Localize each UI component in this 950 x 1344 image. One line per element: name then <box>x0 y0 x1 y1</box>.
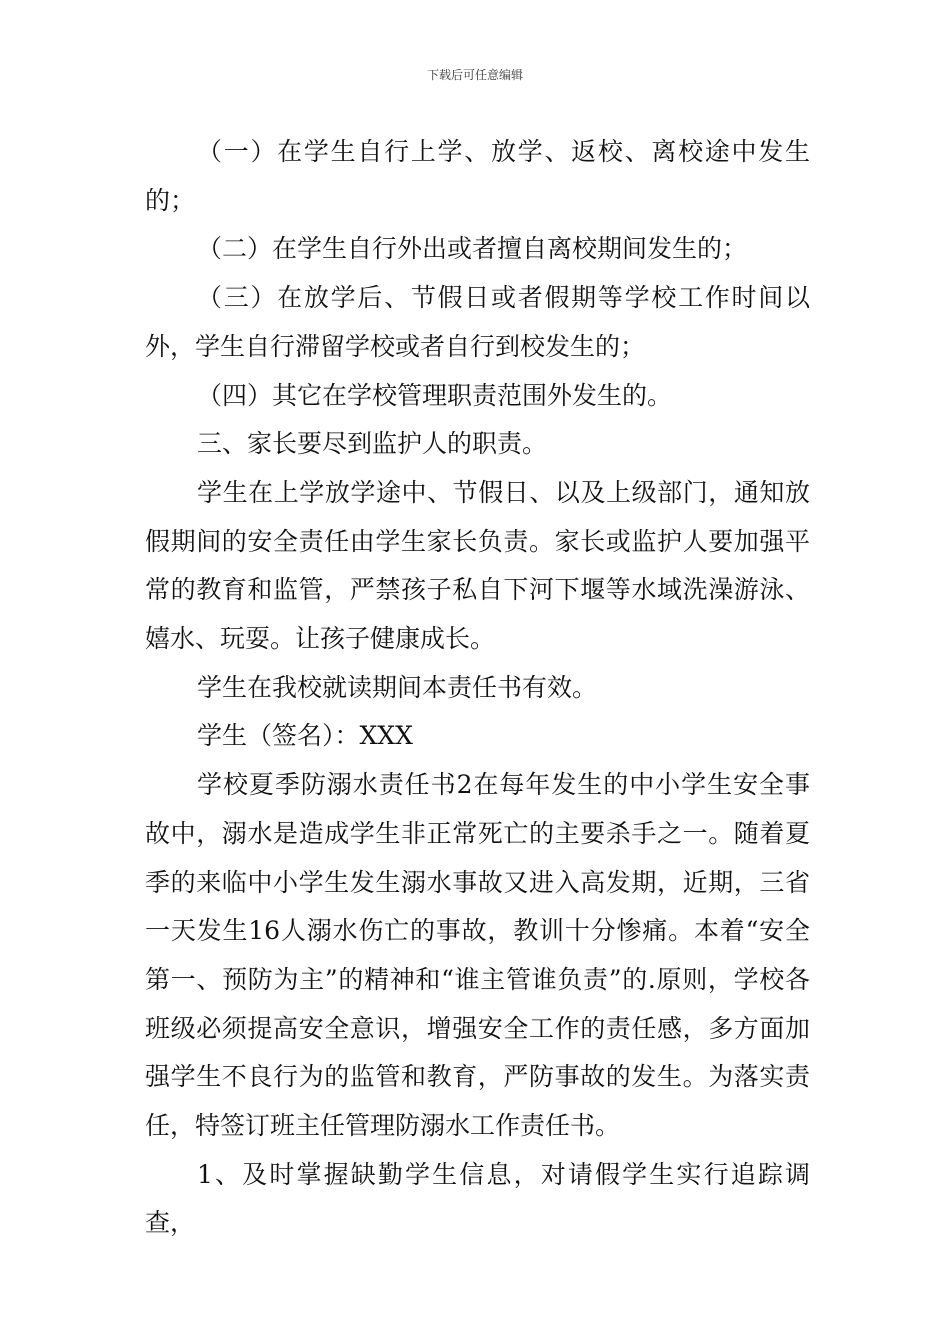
signature-line: 学生（签名）：XXX <box>197 721 413 751</box>
paragraph-item-3: （三）在放学后、节假日或者假期等学校工作时间以外，学生自行滞留学校或者自行到校发生的； <box>145 283 810 361</box>
paragraph-item-4: （四）其它在学校管理职责范围外发生的。 <box>197 380 673 410</box>
paragraph-item-2: （二）在学生自行外出或者擅自离校期间发生的； <box>197 234 748 264</box>
paragraph-validity: 学生在我校就读期间本责任书有效。 <box>197 672 598 702</box>
paragraph-parent-duty: 学生在上学放学途中、节假日、以及上级部门，通知放假期间的安全责任由学生家长负责。家长或监护人要加强平常的教育和监管，严禁孩子私自下河下堰等水域洗澡游泳、嬉水、玩耍。让孩子健康成长。 <box>145 477 810 654</box>
paragraph-responsibility-2: 学校夏季防溺水责任书2在每年发生的中小学生安全事故中，溺水是造成学生非正常死亡的主要杀手之一。随着夏季的来临中小学生发生溺水事故又进入高发期，近期，三省一天发生16人溺水伤亡的事故，教训十分惨痛。本着“安全第一、预防为主”的精神和“谁主管谁负责”的.原则，学校各班级必须提高安全意识，增强安全工作的责任感，多方面加强学生不良行为的监管和教育，严防事故的发生。为落实责任，特签订班主任管理防溺水工作责任书。 <box>145 770 810 1141</box>
section-heading-3: 三、家长要尽到监护人的职责。 <box>197 429 548 459</box>
document-body <box>145 128 810 1248</box>
paragraph-item-1: （一）在学生自行上学、放学、返校、离校途中发生的； <box>145 137 810 215</box>
paragraph-item-point-1: 1、及时掌握缺勤学生信息，对请假学生实行追踪调查， <box>145 1159 810 1238</box>
page-header: 下载后可任意编辑 <box>426 68 523 82</box>
